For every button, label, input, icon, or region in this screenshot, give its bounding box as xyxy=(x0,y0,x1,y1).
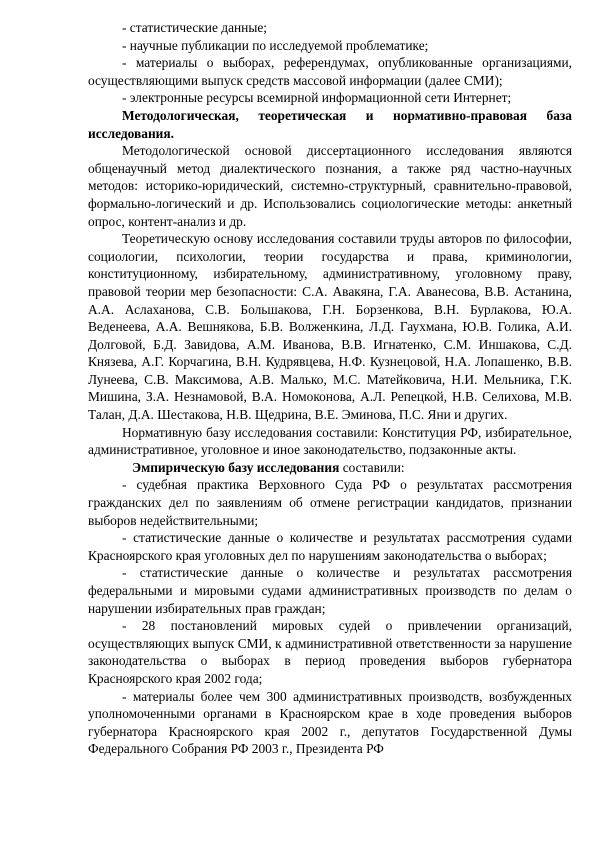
paragraph-methodological-basis: Методологической основой диссертационного исследования являются общенаучный метод диалектического познания, а также ряд частно-научных методов: историко-юридический, системно-структурный, сравнительно-правовой, формально-логический и др. Использовались социологические методы: анкетный опрос, контент-анализ и др. xyxy=(88,143,572,229)
empirical-basis-heading: Эмпирическую базу исследования xyxy=(132,459,340,475)
list-item-magistrate-rulings: - 28 постановлений мировых судей о привлечении организаций, осуществляющих выпуск СМИ, к административной ответственности за нарушение законодательства о выборах в период проведения выборов губернатора Красноярского края 2002 года; xyxy=(88,618,572,686)
section-heading-methodology: Методологическая, теоретическая и нормативно-правовая база исследования. xyxy=(88,107,572,141)
list-item-statistics: - статистические данные; xyxy=(122,20,268,35)
list-item-criminal-statistics: - статистические данные о количестве и результатах рассмотрения судами Красноярского края уголовных дел по нарушениям законодательства о выборах; xyxy=(88,530,572,563)
page-body xyxy=(88,19,572,758)
list-item-administrative-proceedings: - материалы более чем 300 административных производств, возбужденных уполномоченными органами в Красноярском крае в ходе проведения выборов губернатора Красноярского края 2002 г., депутатов Государственной Думы Федерального Собрания РФ 2003 г., Президента РФ xyxy=(88,688,572,757)
list-item-administrative-statistics: - статистические данные о количестве и результатах рассмотрения федеральными и мировыми судами административных производств по делам о нарушении избирательных прав граждан; xyxy=(88,565,572,616)
list-item-internet-resources: - электронные ресурсы всемирной информационной сети Интернет; xyxy=(122,90,512,106)
paragraph-theoretical-basis: Теоретическую основу исследования составили труды авторов по философии, социологии, психологии, теории государства и права, криминологии, конституционному, избирательному, административному, уголовному праву, правовой теории мер безопасности: С.А. Авакяна, Г.А. Аванесова, В.В. Астанина, А.А. Аслаханова, С.В. Большакова, Г.Н. Борзенкова, В.Н. Бурлакова, Ю.А. Веденеева, А.А. Вешнякова, Б.В. Волженкина, Л.Д. Гаухмана, Ю.В. Голика, А.И. Долговой, Б.Д. Завидова, А.М. Иванова, В.В. Игнатенко, С.М. Иншакова, С.Д. Князева, А.Г. Корчагина, В.Н. Кудрявцева, Н.Ф. Кузнецовой, Н.А. Лопашенко, В.В. Лунеева, С.В. Максимова, А.В. Малько, М.С. Матейковича, Н.И. Мельника, Г.К. Мишина, З.А. Незнамовой, В.А. Номоконова, А.Л. Репецкой, Н.В. Селихова, М.В. Талан, Д.А. Шестакова, Н.В. Щедрина, В.Е. Эминова, П.С. Яни и других. xyxy=(88,231,572,423)
list-item-publications: - научные публикации по исследуемой проблематике; xyxy=(122,37,429,53)
paragraph-empirical-basis xyxy=(88,459,572,477)
empirical-basis-text: составили: xyxy=(339,459,405,475)
list-item-media-materials: - материалы о выборах, референдумах, опубликованные организациями, осуществляющими выпуск средств массовой информации (далее СМИ); xyxy=(88,55,572,88)
list-item-court-practice: - судебная практика Верховного Суда РФ о результатах рассмотрения гражданских дел по заявлениям об отмене регистрации кандидатов, признании выборов недействительными; xyxy=(88,477,572,528)
paragraph-normative-basis: Нормативную базу исследования составили: Конституция РФ, избирательное, административное, уголовное и иное законодательство, подзаконные акты. xyxy=(88,424,572,458)
